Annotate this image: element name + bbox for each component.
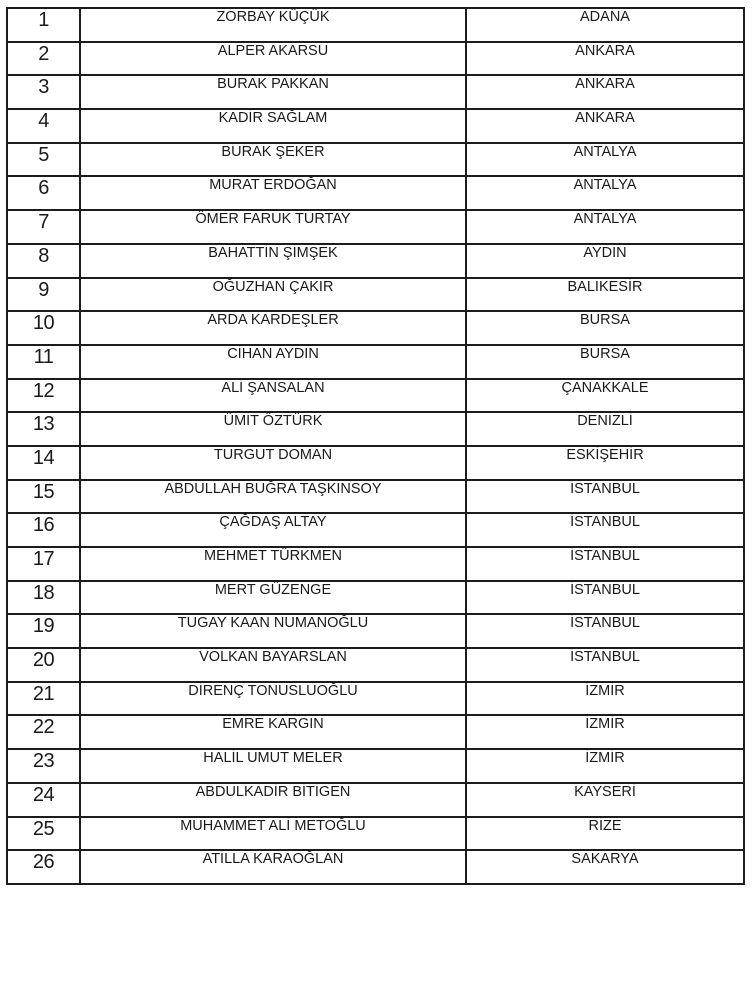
row-number: 10: [7, 311, 80, 345]
city-name: ESKİŞEHİR: [466, 446, 744, 480]
row-number: 6: [7, 176, 80, 210]
person-name: ALİ ŞANSALAN: [80, 379, 466, 413]
row-number: 9: [7, 278, 80, 312]
city-name: ADANA: [466, 8, 744, 42]
row-number: 20: [7, 648, 80, 682]
row-number: 3: [7, 75, 80, 109]
city-name: İSTANBUL: [466, 614, 744, 648]
person-name: DİRENÇ TONUSLUOĞLU: [80, 682, 466, 716]
person-name: ÇAĞDAŞ ALTAY: [80, 513, 466, 547]
table-row: [7, 648, 744, 682]
city-name: ANKARA: [466, 42, 744, 76]
city-name: İSTANBUL: [466, 547, 744, 581]
city-name: AYDIN: [466, 244, 744, 278]
person-name: ALPER AKARSU: [80, 42, 466, 76]
person-name: TUGAY KAAN NUMANOĞLU: [80, 614, 466, 648]
person-name: ÜMİT ÖZTÜRK: [80, 412, 466, 446]
table-row: [7, 8, 744, 42]
table-row: [7, 143, 744, 177]
table-row: [7, 345, 744, 379]
row-number: 18: [7, 581, 80, 615]
person-name: EMRE KARGIN: [80, 715, 466, 749]
row-number: 14: [7, 446, 80, 480]
city-name: DENİZLİ: [466, 412, 744, 446]
table-row: [7, 614, 744, 648]
table-row: [7, 379, 744, 413]
row-number: 8: [7, 244, 80, 278]
city-name: ANTALYA: [466, 176, 744, 210]
table-row: [7, 42, 744, 76]
roster-body: [7, 8, 744, 884]
city-name: İZMİR: [466, 715, 744, 749]
city-name: KAYSERİ: [466, 783, 744, 817]
person-name: ARDA KARDEŞLER: [80, 311, 466, 345]
person-name: ABDULKADİR BİTİGEN: [80, 783, 466, 817]
person-name: BURAK PAKKAN: [80, 75, 466, 109]
city-name: İSTANBUL: [466, 581, 744, 615]
row-number: 13: [7, 412, 80, 446]
person-name: OĞUZHAN ÇAKIR: [80, 278, 466, 312]
row-number: 24: [7, 783, 80, 817]
row-number: 12: [7, 379, 80, 413]
city-name: BURSA: [466, 345, 744, 379]
person-name: VOLKAN BAYARSLAN: [80, 648, 466, 682]
person-name: MEHMET TÜRKMEN: [80, 547, 466, 581]
table-row: [7, 244, 744, 278]
person-name: MERT GÜZENGE: [80, 581, 466, 615]
table-row: [7, 817, 744, 851]
row-number: 22: [7, 715, 80, 749]
table-row: [7, 715, 744, 749]
row-number: 11: [7, 345, 80, 379]
row-number: 23: [7, 749, 80, 783]
table-row: [7, 783, 744, 817]
city-name: İZMİR: [466, 682, 744, 716]
table-row: [7, 581, 744, 615]
table-row: [7, 311, 744, 345]
row-number: 15: [7, 480, 80, 514]
table-row: [7, 412, 744, 446]
table-row: [7, 210, 744, 244]
row-number: 5: [7, 143, 80, 177]
table-row: [7, 75, 744, 109]
table-row: [7, 547, 744, 581]
roster-table: [6, 7, 745, 885]
city-name: SAKARYA: [466, 850, 744, 884]
city-name: ANKARA: [466, 109, 744, 143]
person-name: BAHATTİN ŞİMŞEK: [80, 244, 466, 278]
city-name: İSTANBUL: [466, 480, 744, 514]
person-name: ATİLLA KARAOĞLAN: [80, 850, 466, 884]
person-name: KADİR SAĞLAM: [80, 109, 466, 143]
row-number: 2: [7, 42, 80, 76]
table-row: [7, 109, 744, 143]
row-number: 19: [7, 614, 80, 648]
person-name: ÖMER FARUK TURTAY: [80, 210, 466, 244]
person-name: BURAK ŞEKER: [80, 143, 466, 177]
row-number: 7: [7, 210, 80, 244]
row-number: 4: [7, 109, 80, 143]
city-name: RİZE: [466, 817, 744, 851]
table-row: [7, 176, 744, 210]
city-name: İSTANBUL: [466, 513, 744, 547]
person-name: TURGUT DOMAN: [80, 446, 466, 480]
city-name: BALIKESİR: [466, 278, 744, 312]
row-number: 17: [7, 547, 80, 581]
row-number: 16: [7, 513, 80, 547]
person-name: CİHAN AYDIN: [80, 345, 466, 379]
person-name: MURAT ERDOĞAN: [80, 176, 466, 210]
table-row: [7, 749, 744, 783]
table-row: [7, 682, 744, 716]
row-number: 26: [7, 850, 80, 884]
table-row: [7, 513, 744, 547]
row-number: 1: [7, 8, 80, 42]
person-name: MUHAMMET ALİ METOĞLU: [80, 817, 466, 851]
person-name: ZORBAY KÜÇÜK: [80, 8, 466, 42]
table-row: [7, 850, 744, 884]
table-row: [7, 278, 744, 312]
city-name: BURSA: [466, 311, 744, 345]
city-name: ANTALYA: [466, 143, 744, 177]
roster-sheet: [6, 7, 743, 885]
table-row: [7, 480, 744, 514]
table-row: [7, 446, 744, 480]
row-number: 21: [7, 682, 80, 716]
person-name: HALİL UMUT MELER: [80, 749, 466, 783]
city-name: ANKARA: [466, 75, 744, 109]
city-name: İSTANBUL: [466, 648, 744, 682]
row-number: 25: [7, 817, 80, 851]
city-name: ANTALYA: [466, 210, 744, 244]
city-name: ÇANAKKALE: [466, 379, 744, 413]
city-name: İZMİR: [466, 749, 744, 783]
person-name: ABDULLAH BUĞRA TAŞKINSOY: [80, 480, 466, 514]
